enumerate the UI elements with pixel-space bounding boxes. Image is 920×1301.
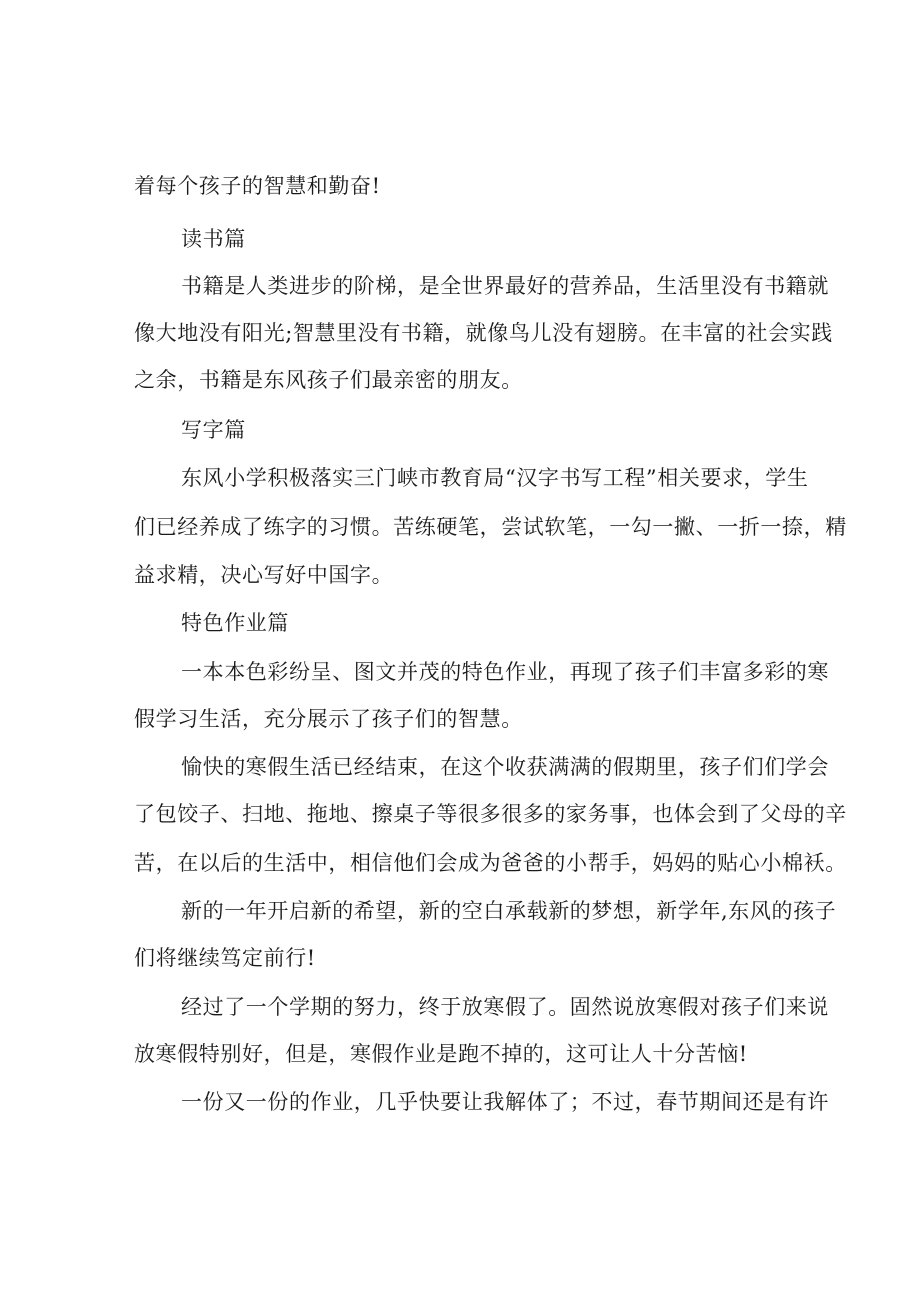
paragraph-line: 一本本色彩纷呈、图文并茂的特色作业，再现了孩子们丰富多彩的寒 bbox=[181, 660, 829, 684]
section-heading-writing: 写字篇 bbox=[181, 418, 246, 442]
section-heading-homework: 特色作业篇 bbox=[181, 611, 289, 635]
paragraph-line: 们已经养成了练字的习惯。苦练硬笔，尝试软笔，一勾一撇、一折一捺，精 bbox=[134, 515, 847, 539]
paragraph-line: 之余，书籍是东风孩子们最亲密的朋友。 bbox=[134, 368, 523, 392]
paragraph-line: 像大地没有阳光;智慧里没有书籍，就像鸟儿没有翅膀。在丰富的社会实践 bbox=[134, 321, 833, 345]
paragraph-line: 愉快的寒假生活已经结束，在这个收获满满的假期里，孩子们们学会 bbox=[181, 755, 829, 779]
paragraph-line: 苦，在以后的生活中，相信他们会成为爸爸的小帮手，妈妈的贴心小棉袄。 bbox=[134, 851, 847, 875]
section-heading-reading: 读书篇 bbox=[181, 227, 246, 251]
paragraph-line: 一份又一份的作业，几乎快要让我解体了；不过，春节期间还是有许 bbox=[181, 1090, 829, 1114]
paragraph-line: 益求精，决心写好中国字。 bbox=[134, 563, 394, 587]
paragraph-line: 假学习生活，充分展示了孩子们的智慧。 bbox=[134, 707, 523, 731]
paragraph-line: 们将继续笃定前行! bbox=[134, 946, 316, 970]
paragraph-line: 经过了一个学期的努力，终于放寒假了。固然说放寒假对孩子们来说 bbox=[181, 995, 829, 1019]
paragraph-line: 放寒假特别好，但是，寒假作业是跑不掉的，这可让人十分苦恼! bbox=[134, 1042, 748, 1066]
paragraph-line: 书籍是人类进步的阶梯，是全世界最好的营养品，生活里没有书籍就 bbox=[181, 274, 829, 298]
paragraph-line: 了包饺子、扫地、拖地、擦桌子等很多很多的家务事，也体会到了父母的辛 bbox=[134, 802, 847, 826]
paragraph-line: 着每个孩子的智慧和勤奋! bbox=[134, 174, 381, 198]
paragraph-line: 新的一年开启新的希望，新的空白承载新的梦想，新学年,东风的孩子 bbox=[181, 899, 837, 923]
paragraph-line: 东风小学积极落实三门峡市教育局“汉字书写工程”相关要求，学生 bbox=[181, 466, 809, 490]
